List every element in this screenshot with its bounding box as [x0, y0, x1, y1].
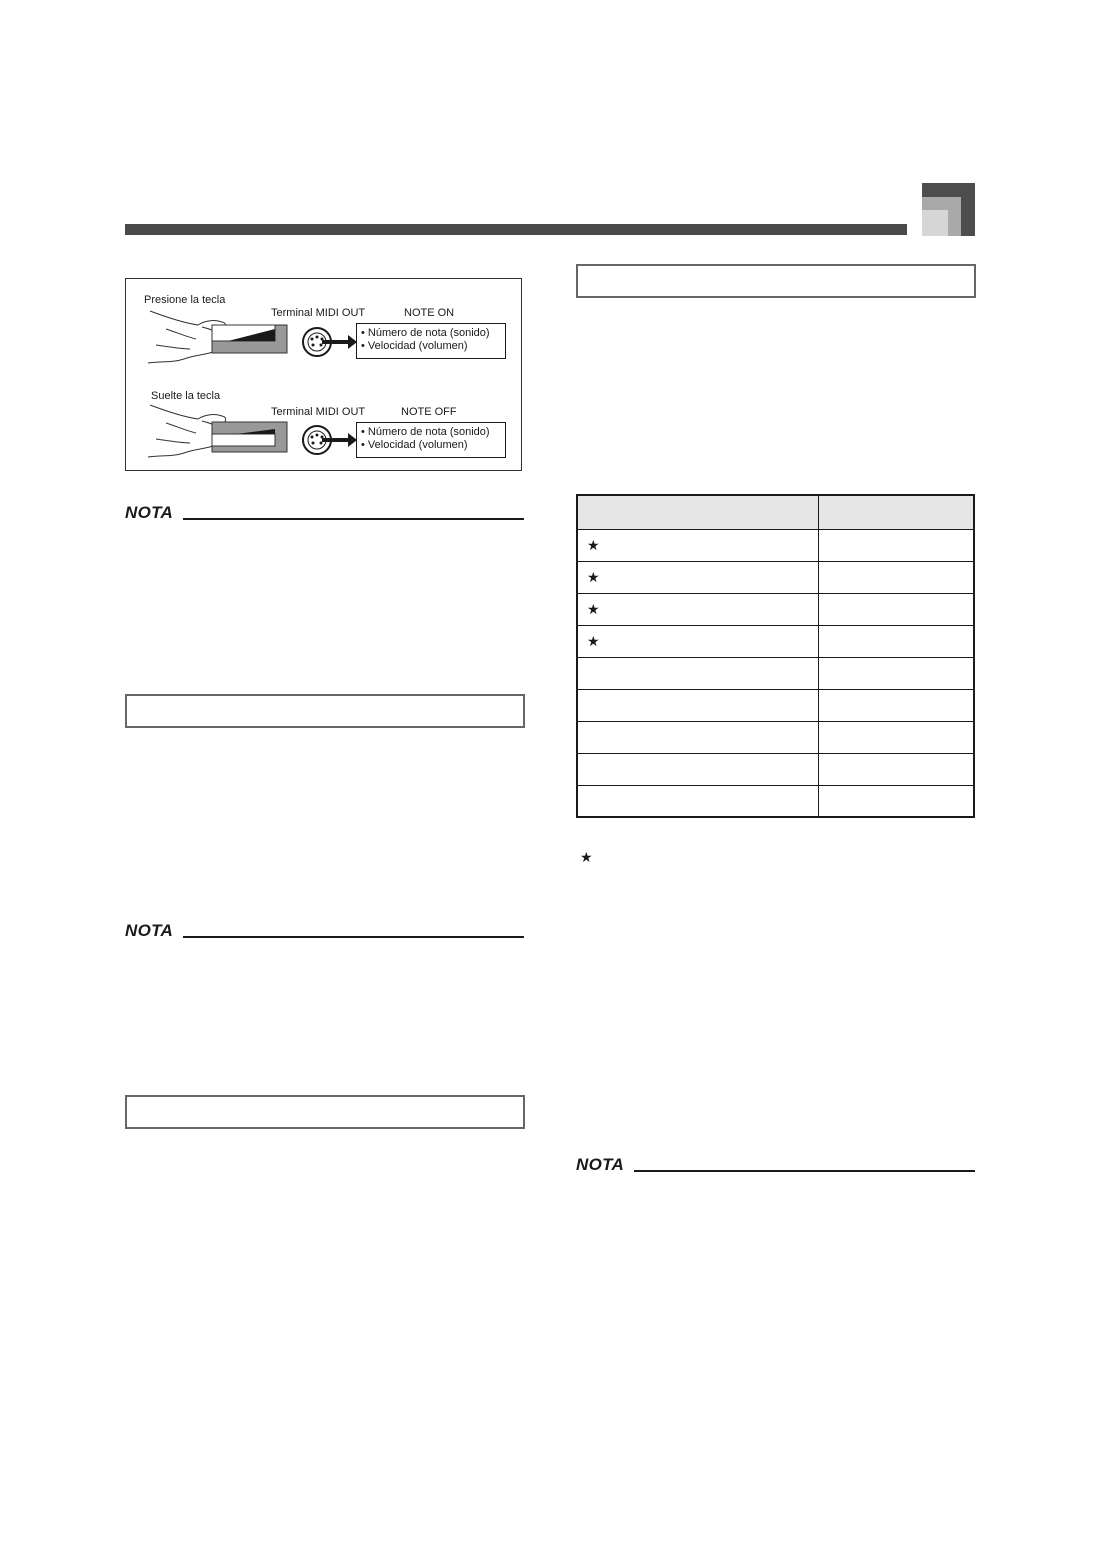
- table-row: [577, 689, 974, 721]
- nota-heading-3: NOTA: [576, 1155, 625, 1174]
- midi-note-diagram: [125, 278, 522, 471]
- note-off-info-box: [356, 422, 506, 458]
- midi-connector-release: [303, 426, 357, 454]
- press-terminal-label: Terminal MIDI OUT: [271, 307, 366, 319]
- midi-spec-table: [576, 494, 975, 818]
- nota-heading-1: NOTA: [125, 503, 174, 522]
- table-header-cell-1: [577, 495, 818, 529]
- table-cell: [577, 529, 818, 561]
- press-key-label: Presione la tecla: [144, 294, 226, 306]
- section-heading-box-3: [576, 264, 976, 298]
- table-cell: [818, 753, 974, 785]
- table-cell: [818, 721, 974, 753]
- table-cell: [577, 721, 818, 753]
- table-cell: [818, 785, 974, 817]
- note-on-label: NOTE ON: [404, 307, 455, 319]
- table-row: [577, 593, 974, 625]
- note-on-info-note: • Número de nota (sonido): [361, 327, 490, 339]
- table-cell: [818, 561, 974, 593]
- table-row: [577, 561, 974, 593]
- note-off-info-velocity: • Velocidad (volumen): [361, 439, 468, 451]
- table-header-cell-2: [818, 495, 974, 529]
- table-row: [577, 657, 974, 689]
- release-terminal-label: Terminal MIDI OUT: [271, 406, 366, 418]
- table-cell: [818, 593, 974, 625]
- section-heading-box-2: [125, 1095, 525, 1129]
- table-cell: [577, 785, 818, 817]
- table-cell: [818, 529, 974, 561]
- section-heading-box-1: [125, 694, 525, 728]
- note-off-info-note: • Número de nota (sonido): [361, 426, 490, 438]
- table-header-row: [577, 495, 974, 529]
- nota-rule-3: [634, 1170, 975, 1172]
- footnote-star-icon: ★: [580, 849, 593, 865]
- nota-heading-2: NOTA: [125, 921, 174, 940]
- table-cell: [818, 625, 974, 657]
- key-release-illustration: [212, 422, 287, 452]
- midi-connector-press: [303, 328, 357, 356]
- header-bar: [125, 224, 907, 235]
- table-cell: [577, 689, 818, 721]
- note-off-label: NOTE OFF: [401, 406, 457, 418]
- table-cell: [577, 657, 818, 689]
- note-on-info-velocity: • Velocidad (volumen): [361, 340, 468, 352]
- table-cell: [577, 625, 818, 657]
- star-icon: ★: [587, 568, 600, 585]
- table-cell: [577, 561, 818, 593]
- table-cell: [577, 753, 818, 785]
- note-on-info-box: [356, 323, 506, 359]
- section-tab-light: [922, 210, 948, 236]
- table-cell: [577, 593, 818, 625]
- key-press-illustration: [212, 325, 287, 353]
- star-icon: ★: [587, 600, 600, 617]
- table-row: [577, 753, 974, 785]
- table-cell: [818, 657, 974, 689]
- star-icon: ★: [587, 632, 600, 649]
- release-key-label: Suelte la tecla: [151, 390, 221, 402]
- table-row: [577, 625, 974, 657]
- table-cell: [818, 689, 974, 721]
- table-row: [577, 785, 974, 817]
- table-row: [577, 529, 974, 561]
- table-row: [577, 721, 974, 753]
- nota-rule-1: [183, 518, 524, 520]
- star-icon: ★: [587, 536, 600, 553]
- nota-rule-2: [183, 936, 524, 938]
